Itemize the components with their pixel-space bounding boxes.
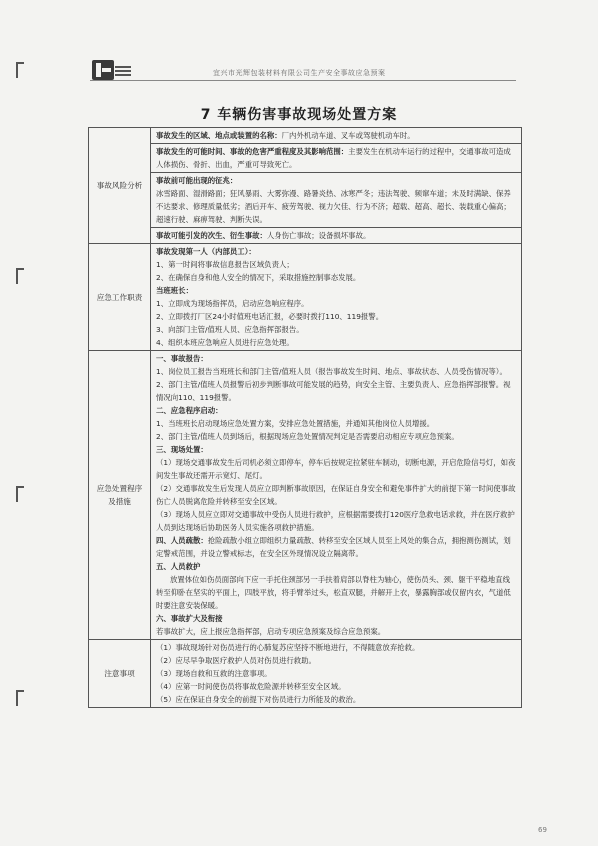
duties-leader-head: 当班班长： — [156, 286, 193, 295]
header-company: 宜兴市光辉包装材料有限公司生产安全事故应急预案 — [213, 69, 386, 77]
duties-leader-item: 4、组织本班应急响应人员进行应急处理。 — [156, 338, 294, 347]
risk-row-time — [89, 144, 522, 173]
measures-s3-item: （3）现场人员应立即对交通事故中受伤人员进行救护，应根据需要拨打120医疗急救电话求救，并在医疗救护人员到达现场后协助医务人员实施各项救护措施。 — [156, 510, 515, 532]
notes-label: 注意事项 — [89, 640, 151, 708]
measures-s2-item: 1、当班班长启动现场应急处置方案，安排应急处置措施，并通知其他岗位人员增援。 — [156, 419, 435, 428]
notes-item: （5）应在保证自身安全的前提下对伤员进行力所能及的救治。 — [156, 695, 361, 704]
measures-s3: 三、现场处置： — [156, 445, 208, 454]
notes-row — [89, 640, 522, 708]
notes-item: （2）应尽早争取医疗救护人员对伤员进行救助。 — [156, 656, 316, 665]
risk-area-val: 厂内外机动车道、叉车或驾驶机动车时。 — [281, 131, 415, 140]
measures-s1-item: 1、岗位员工报告当班班长和部门主管/值班人员（报告事故发生时间、地点、事故状态、人员受伤情况等）。 — [156, 367, 507, 376]
duties-label: 应急工作职责 — [89, 244, 151, 351]
risk-time-val: 主要发生在机动车运行的过程中，交通事故可造成人体损伤、骨折、出血，严重可导致死亡。 — [156, 147, 511, 169]
measures-s1: 一、事故报告： — [156, 354, 208, 363]
risk-signs-val: 冰雪路面、湿滑路面；狂风暴雨、大雾弥漫、路暑炎热、冰寒严冬；违法驾驶、频窜车道；未及时满缺、保养不达要求、修理质量低劣；酒后开车、疲劳驾驶、视力欠佳、行为不济；超载、超高、超长、装载重心偏高；超速行驶、麻痹驾驶、判断失误。 — [156, 189, 511, 224]
duties-cell — [151, 244, 522, 351]
plan-table — [88, 127, 522, 708]
risk-label: 事故风险分析 — [89, 128, 151, 244]
measures-s5: 五、人员救护 — [156, 562, 201, 571]
measures-cell — [151, 351, 522, 640]
notes-cell — [151, 640, 522, 708]
measures-s5-text: 放置体位如伤员面部向下应一手托住颈部另一手扶着肩部以脊柱为轴心，使伤员头、颈、躯干平稳地直线转至仰卧在坚实的平面上，四肢平放，将手臂举过头，松直双腿，并解开上衣，暴露胸部或仅留内衣，气道低时要注意安装保暖。 — [156, 575, 511, 610]
notes-item: （3）现场自救和互救的注意事项。 — [156, 669, 272, 678]
risk-area-key: 事故发生的区域、地点或装置的名称： — [156, 131, 282, 140]
duties-leader-item: 1、立即成为现场指挥员，启动应急响应程序。 — [156, 299, 309, 308]
binder-hole-top — [16, 62, 24, 78]
notes-item: （4）应第一时间使伤员将事故危险源并转移至安全区域。 — [156, 682, 346, 691]
risk-signs-key: 事故前可能出现的征兆： — [156, 176, 238, 185]
duties-leader-item: 2、立即拨打厂区24小时值班电话汇报，必要时拨打110、119报警。 — [156, 312, 384, 321]
measures-label: 应急处置程序及措施 — [89, 351, 151, 640]
binder-hole-middle — [16, 268, 24, 284]
measures-s4-text: 抢险疏散小组立即组织力量疏散、转移至安全区域人员至上风处的集合点，拥抱测伤测试，划定警戒范围，并设立警戒标志，在安全区外现情况设立隔离带。 — [156, 536, 511, 558]
measures-s2: 二、应急程序启动： — [156, 406, 223, 415]
duties-first-item: 2、在确保自身和他人安全的情况下，采取措施控制事态发展。 — [156, 273, 361, 282]
measures-s2-item: 2、部门主管/值班人员到场后，根据现场应急处置情况判定是否需要启动相应专项应急预案。 — [156, 432, 459, 441]
page-number: 69 — [538, 826, 547, 834]
risk-time-key: 事故发生的可能时间、事故的危害严重程度及其影响范围： — [156, 147, 349, 156]
risk-secondary-cell — [151, 228, 522, 244]
measures-s6-text: 若事故扩大，应上报应急指挥部，启动专项应急预案及综合应急预案。 — [156, 627, 386, 636]
binder-hole-bottom — [16, 690, 24, 706]
risk-secondary-key: 事故可能引发的次生、衍生事故： — [156, 231, 267, 240]
duties-first-item: 1、第一时间将事故信息报告区域负责人； — [156, 260, 294, 269]
risk-signs-cell — [151, 173, 522, 228]
logo-stripe-icon — [115, 66, 131, 76]
duties-leader-item: 3、向部门主管/值班人员、应急指挥部报告。 — [156, 325, 304, 334]
binder-hole-lower — [16, 486, 24, 502]
risk-time-cell — [151, 144, 522, 173]
header-rule — [90, 80, 516, 81]
measures-s4-head: 四、人员疏散： — [156, 536, 208, 545]
notes-item: （1）事故现场针对伤员进行的心肺复苏应坚持不断地进行，不得随意放弃抢救。 — [156, 643, 420, 652]
risk-row-signs — [89, 173, 522, 228]
measures-s4 — [156, 534, 516, 560]
measures-s6: 六、事故扩大及衔接 — [156, 614, 223, 623]
measures-s3-item: （2）交通事故发生后发现人员应立即判断事故原因，在保证自身安全和避免事件扩大的前提下第一时间使事故伤亡人员脱离危险并转移至安全区域。 — [156, 484, 516, 506]
measures-s3-item: （1）现场交通事故发生后司机必须立即停车，停车后按规定拉紧驻车制动，切断电源，开启危险信号灯，如夜间发生事故还需开示宽灯、尾灯。 — [156, 458, 516, 480]
duties-first-head: 事故发现第一人（内部员工）： — [156, 247, 256, 256]
company-logo-icon — [92, 60, 114, 80]
duties-row — [89, 244, 522, 351]
measures-row — [89, 351, 522, 640]
risk-secondary-val: 人身伤亡事故；设备损坏事故。 — [266, 231, 371, 240]
measures-s1-item: 2、部门主管/值班人员报警后初步判断事故可能发展的趋势，向安全主管、主要负责人、应急指挥部报警。视情况向110、119报警。 — [156, 380, 511, 402]
risk-row-area — [89, 128, 522, 144]
risk-row-secondary — [89, 228, 522, 244]
page-title: 7 车辆伤害事故现场处置方案 — [200, 107, 398, 123]
risk-area-cell — [151, 128, 522, 144]
